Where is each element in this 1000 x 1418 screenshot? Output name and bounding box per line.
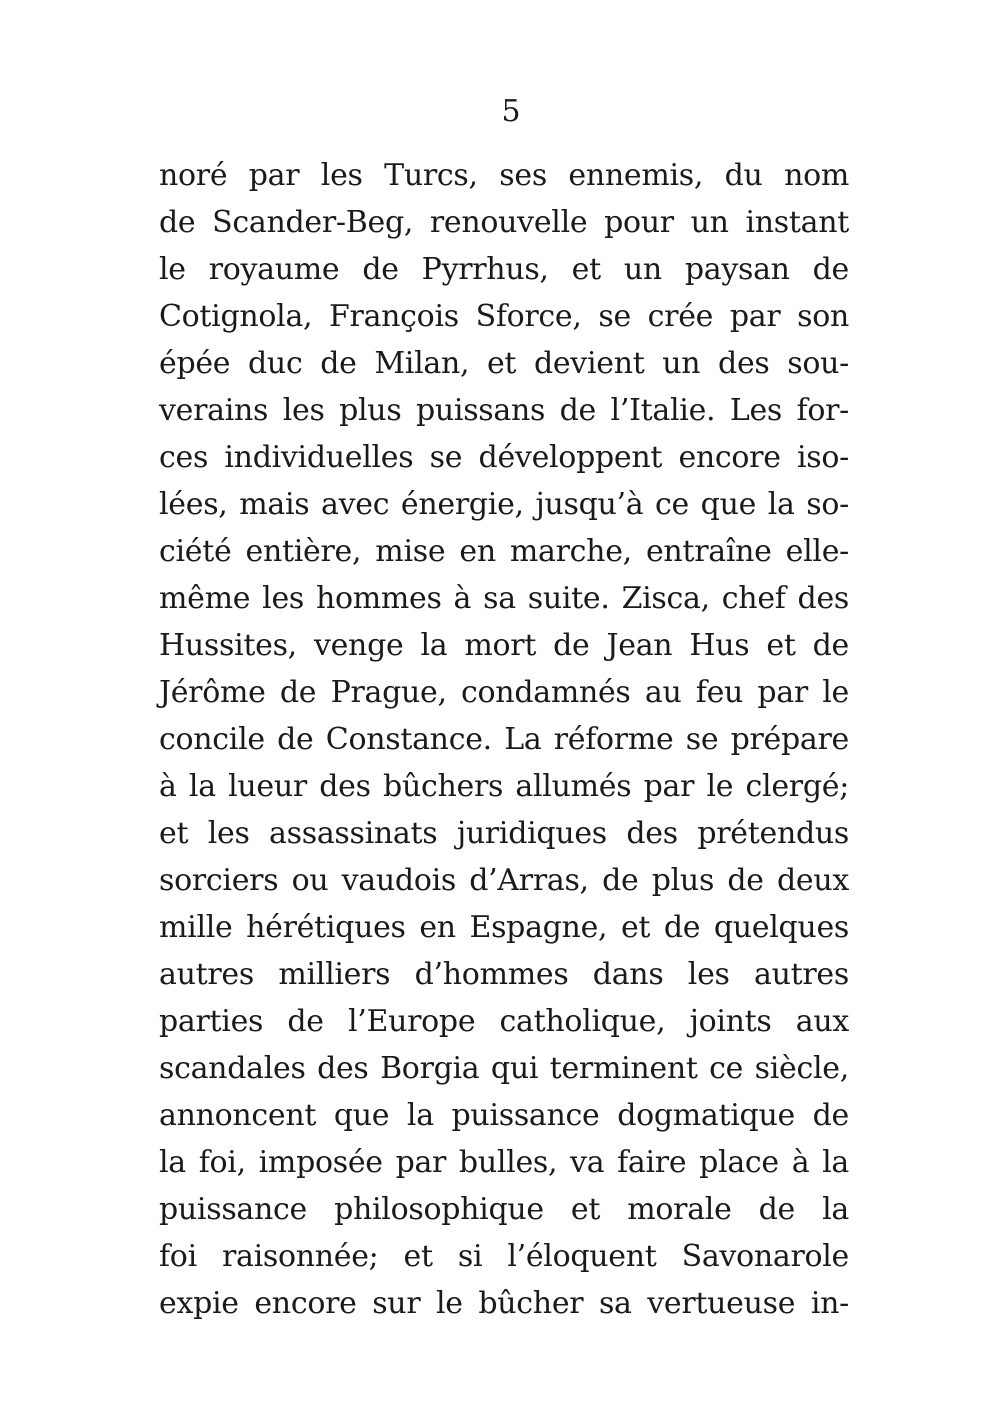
text-line: annoncent que la puissance dogmatique de	[159, 1098, 849, 1133]
text-line: ciété entière, mise en marche, entraîne elle-	[159, 534, 849, 569]
text-line: Cotignola, François Sforce, se crée par son	[159, 299, 849, 334]
text-line: sorciers ou vaudois d’Arras, de plus de deux	[159, 863, 849, 898]
text-line: lées, mais avec énergie, jusqu’à ce que la so-	[159, 487, 849, 522]
text-line: le royaume de Pyrrhus, et un paysan de	[159, 252, 849, 287]
text-line: à la lueur des bûchers allumés par le clergé;	[159, 769, 849, 804]
text-line: foi raisonnée; et si l’éloquent Savonarole	[159, 1239, 849, 1274]
text-line: épée duc de Milan, et devient un des sou-	[159, 346, 849, 381]
text-line: Hussites, venge la mort de Jean Hus et de	[159, 628, 849, 663]
text-line: puissance philosophique et morale de la	[159, 1192, 849, 1227]
text-line: verains les plus puissans de l’Italie. Les for-	[159, 393, 849, 428]
text-line: Jérôme de Prague, condamnés au feu par le	[159, 675, 849, 710]
text-line: ces individuelles se développent encore iso-	[159, 440, 849, 475]
text-line: et les assassinats juridiques des prétendus	[159, 816, 849, 851]
text-line: parties de l’Europe catholique, joints aux	[159, 1004, 849, 1039]
text-line: la foi, imposée par bulles, va faire place à la	[159, 1145, 849, 1180]
text-line: autres milliers d’hommes dans les autres	[159, 957, 849, 992]
page-number: 5	[501, 94, 521, 129]
text-line: concile de Constance. La réforme se prépare	[159, 722, 849, 757]
text-line: scandales des Borgia qui terminent ce siècle,	[159, 1051, 849, 1086]
body-text	[159, 152, 849, 1327]
text-line: expie encore sur le bûcher sa vertueuse in-	[159, 1286, 849, 1321]
text-line: même les hommes à sa suite. Zisca, chef des	[159, 581, 849, 616]
text-line: de Scander-Beg, renouvelle pour un instant	[159, 205, 849, 240]
text-line: noré par les Turcs, ses ennemis, du nom	[159, 158, 849, 193]
text-line: mille hérétiques en Espagne, et de quelques	[159, 910, 849, 945]
